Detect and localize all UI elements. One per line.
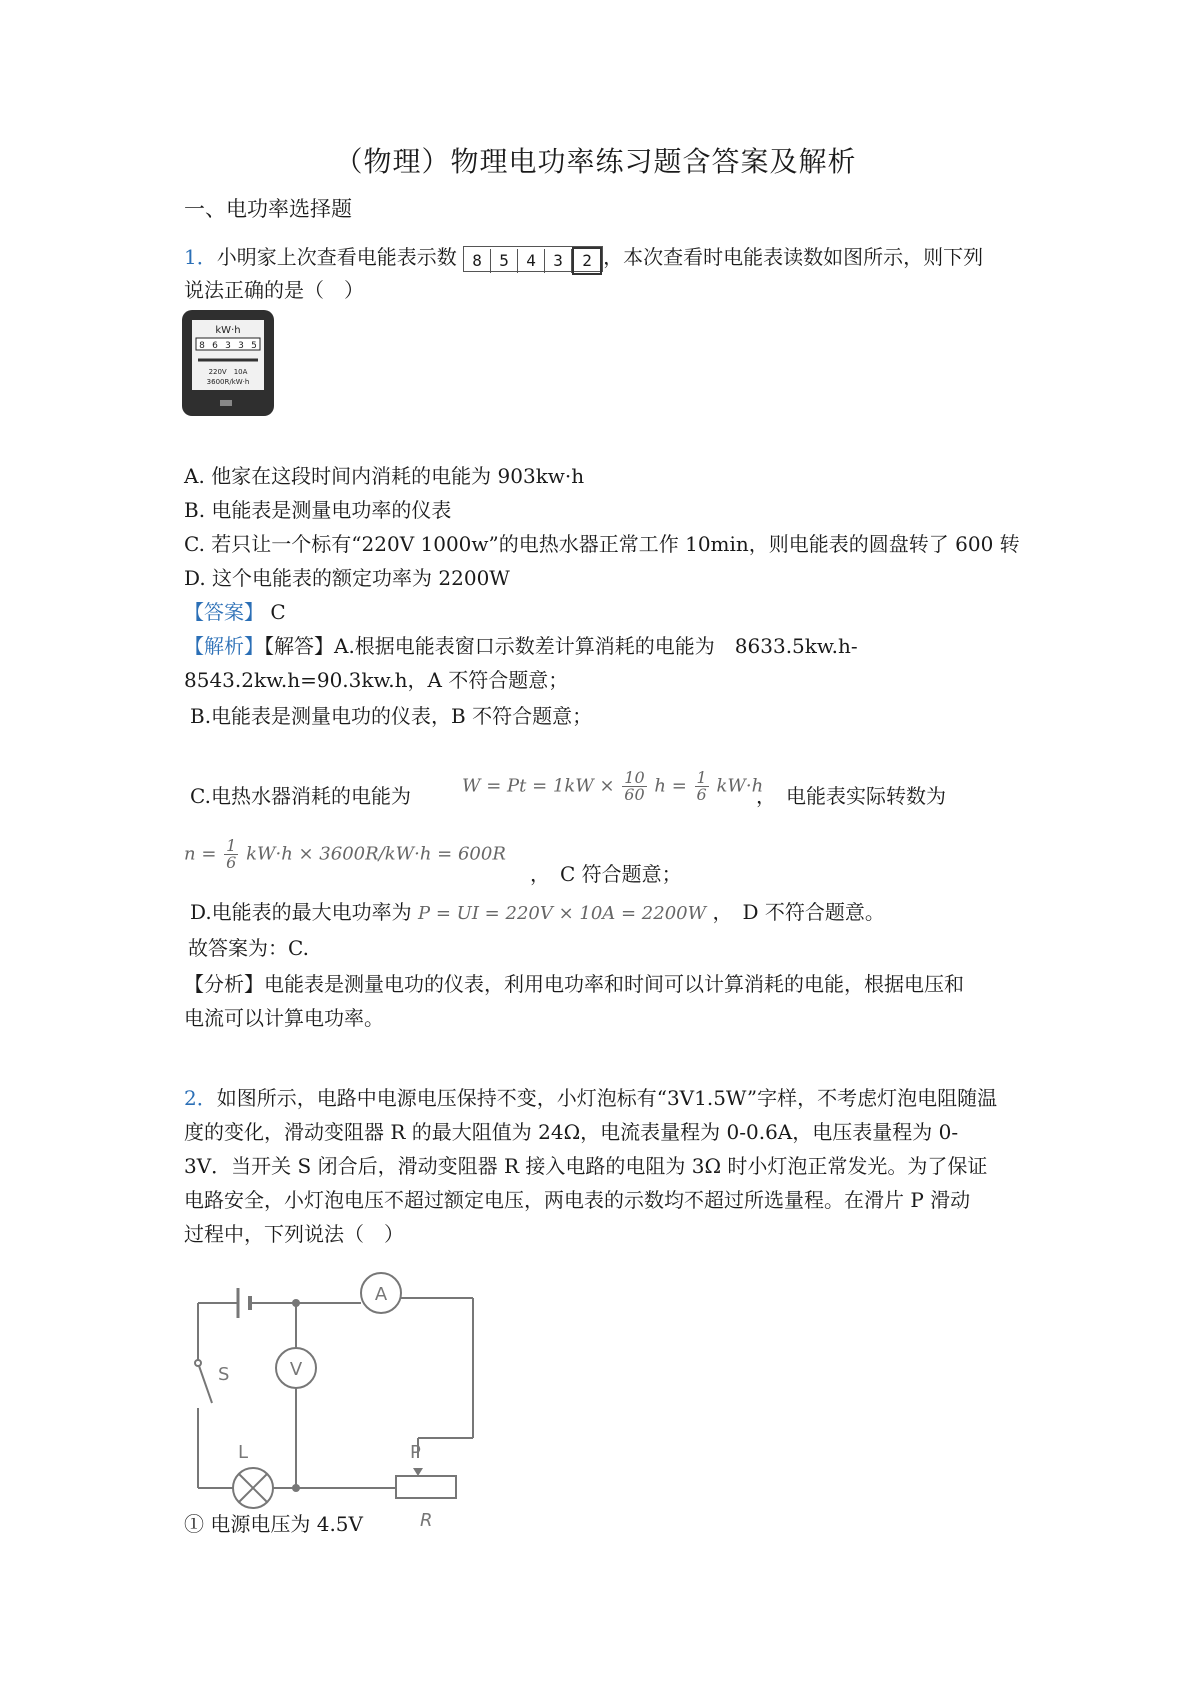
fraction-1-6 [695,770,709,803]
q1-analysis-line1 [184,632,858,660]
frac-num: 1 [226,836,237,855]
meter-spec-2: 3600R/kW·h [206,378,250,386]
q2-stem-line4: 电路安全，小灯泡电压不超过额定电压，两电表的示数均不超过所选量程。在滑片 P 滑动 [184,1188,971,1212]
formula-revolutions [184,838,506,871]
q2-option-1: ① 电源电压为 4.5V [184,1512,363,1536]
analysis-text: 【解答】A.根据电能表窗口示数差计算消耗的电能为 8633.5kw.h- [264,634,858,658]
frac-den: 6 [226,853,237,872]
q1-summary-line1: 【分析】电能表是测量电功的仪表，利用电功率和时间可以计算消耗的电能，根据电压和 [184,972,964,996]
analysis-d-pre: D.电能表的最大电功率为 [190,900,412,924]
switch-label: S [218,1364,230,1385]
meter-screw [220,400,232,406]
meter-digit: 3 [225,341,231,351]
formula-n-right: kW·h × 3600R/kW·h = 600R [246,843,506,865]
lamp-label: L [238,1442,249,1463]
electric-meter-figure [180,308,276,418]
formula-energy [462,770,763,803]
section-heading: 一、电功率选择题 [184,197,352,221]
meter-digit: 6 [212,341,218,351]
q2-stem-line1 [184,1084,997,1112]
q1-text-a: 小明家上次查看电能表示数 [216,245,457,269]
q2-stem-line5: 过程中，下列说法（ ） [184,1222,404,1246]
formula-w-mid: h = [654,775,687,797]
answer-label: 【答案】 [184,600,264,624]
meter-digit: 5 [251,341,257,351]
q1-analysis-line2: 8543.2kw.h=90.3kw.h，A 不符合题意； [184,668,569,692]
old-digit: 3 [545,249,572,273]
q1-analysis-c-post: ， 电能表实际转数为 [756,784,946,808]
answer-value: C [270,600,286,624]
q2-number: 2． [184,1086,217,1110]
q1-option-b: B. 电能表是测量电功率的仪表 [184,498,452,522]
q2-stem-line2: 度的变化，滑动变阻器 R 的最大阻值为 24Ω，电流表量程为 0-0.6A，电压表量程为 0- [184,1120,959,1144]
old-digit: 4 [518,249,545,273]
fraction-10-60 [622,770,646,803]
voltmeter-label: V [289,1359,303,1380]
meter-digit: 3 [238,341,244,351]
q2-stem-line3: 3V．当开关 S 闭合后，滑动变阻器 R 接入电路的电阻为 3Ω 时小灯泡正常发光。为了保证 [184,1154,988,1178]
formula-w-right: kW·h [716,775,764,797]
q2-text: 如图所示，电路中电源电压保持不变，小灯泡标有“3V1.5W”字样，不考虑灯泡电阻随温 [216,1086,998,1110]
frac-den: 60 [624,785,645,804]
resistor-label: R [420,1510,433,1531]
old-digit: 5 [491,249,518,273]
frac-num: 1 [696,768,707,787]
formula-power: P = UI = 220V × 10A = 2200W [418,903,707,924]
q1-option-c: C. 若只让一个标有“220V 1000w”的电热水器正常工作 10min，则电能表的圆盘转了 600 转 [184,532,1020,556]
meter-spec-1: 220V 10A [208,368,248,376]
q1-option-d: D. 这个电能表的额定功率为 2200W [184,566,510,590]
q1-text-b: ，本次查看时电能表读数如图所示，则下列 [603,245,984,269]
frac-den: 6 [696,785,707,804]
switch-contact [195,1360,201,1366]
slider-arrow [413,1468,423,1476]
resistor-symbol [396,1476,456,1498]
analysis-label: 【解析】 [184,634,264,658]
fraction-1-6 [224,838,238,871]
old-digit: 2 [572,247,602,275]
old-meter-reading [463,246,603,272]
q1-option-a: A. 他家在这段时间内消耗的电能为 903kw·h [184,464,585,488]
old-digit: 8 [464,249,491,273]
switch-blade [198,1363,212,1403]
q1-stem-line2: 说法正确的是（ ） [184,278,364,302]
slider-label: P [410,1442,421,1463]
junction-dot [292,1484,300,1492]
q1-analysis-c-pre: C.电热水器消耗的电能为 [190,784,411,808]
junction-dot [292,1299,300,1307]
q1-analysis-line3: B.电能表是测量电功的仪表，B 不符合题意； [190,704,593,728]
formula-w-left: W = Pt = 1kW × [462,775,615,797]
meter-digit: 8 [199,341,205,351]
ammeter-label: A [374,1284,388,1305]
q1-summary-line2: 电流可以计算电功率。 [184,1006,384,1030]
q1-answer [184,598,286,626]
q1-analysis-c-end: ， C 符合题意； [530,862,682,886]
q1-conclusion: 故答案为：C. [188,936,309,960]
analysis-d-post: ， D 不符合题意。 [712,900,885,924]
formula-n-left: n = [184,843,217,865]
q1-number: 1． [184,245,217,269]
meter-unit: kW·h [215,325,241,336]
frac-num: 10 [624,768,645,787]
page-title: （物理）物理电功率练习题含答案及解析 [334,145,857,178]
q1-stem-line1 [184,243,983,272]
q1-analysis-d [190,898,885,928]
